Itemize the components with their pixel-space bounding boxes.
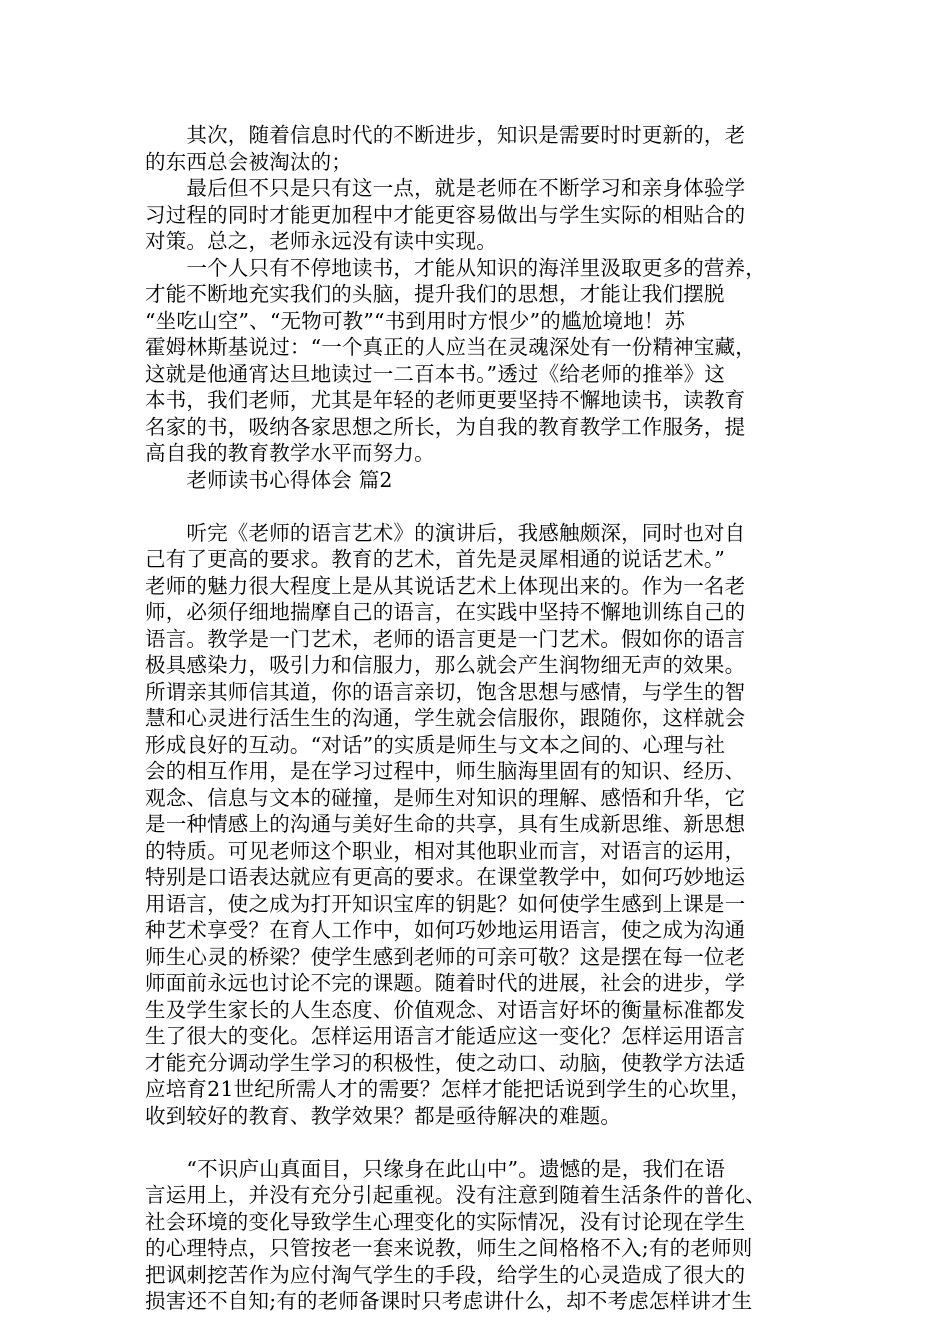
paragraph-1 [145,122,817,175]
text-line: 高自我的教育教学水平而努力。 [145,441,435,465]
section-heading [145,467,817,494]
text-line: 的东西总会被淘汰的； [145,149,352,174]
blank-line [145,493,817,520]
text-line: “不识庐山真面目，只缘身在此山中”。遗憾的是，我们在语 [145,1156,726,1181]
text-line: 霍姆林斯基说过：“一个真正的人应当在灵魂深处有一份精神宝藏， [145,335,756,359]
text-line: 名家的书，吸纳各家思想之所长，为自我的教育教学工作服务，提 [145,414,746,439]
text-line: 所谓亲其师信其道，你的语言亲切，饱含思想与感情，与学生的智 [145,679,746,704]
paragraph-4 [145,520,817,1156]
paragraph-3 [145,255,817,467]
text-line: 语言。教学是一门艺术，老师的语言更是一门艺术。假如你的语言 [145,626,746,651]
text-line: 一个人只有不停地读书，才能从知识的海洋里汲取更多的营养， [145,255,766,280]
text-line: 习过程的同时才能更加程中才能更容易做出与学生实际的相贴合的 [145,202,746,227]
text-line: 己有了更高的要求。教育的艺术，首先是灵犀相通的说话艺术。” [145,547,726,571]
text-line: 师面前永远也讨论不完的课题。随着时代的进展，社会的进步，学 [145,971,746,995]
text-line: 形成良好的互动。“对话”的实质是师生与文本之间的、心理与社 [145,732,726,757]
text-line: 观念、信息与文本的碰撞，是师生对知识的理解、感悟和升华，它 [145,785,746,810]
paragraph-2 [145,175,817,255]
text-line: 其次，随着信息时代的不断进步，知识是需要时时更新的，老 [145,123,746,147]
text-line: 收到较好的教育、教学效果？都是亟待解决的难题。 [145,1103,622,1128]
text-line: 把讽刺挖苦作为应付淘气学生的手段，给学生的心灵造成了很大的 [145,1262,746,1287]
text-line: 才能不断地充实我们的头脑，提升我们的思想，才能让我们摆脱 [145,282,725,306]
paragraph-5 [145,1156,817,1315]
text-line: 最后但不只是只有这一点，就是老师在不断学习和亲身体验学 [145,176,746,200]
text-line: 极具感染力，吸引力和信服力，那么就会产生润物细无声的效果。 [145,653,746,677]
text-line: 特别是口语表达就应有更高的要求。在课堂教学中，如何巧妙地运 [145,865,746,889]
text-line: 的心理特点，只管按老一套来说教，师生之间格格不入;有的老师则 [145,1236,753,1260]
text-line: 生了很大的变化。怎样运用语言才能适应这一变化？怎样运用语言 [145,1024,746,1048]
text-line: 生及学生家长的人生态度、价值观念、对语言好坏的衡量标准都发 [145,997,746,1022]
text-line: 慧和心灵进行活生生的沟通，学生就会信服你，跟随你，这样就会 [145,706,746,730]
text-line: 损害还不自知;有的老师备课时只考虑讲什么，却不考虑怎样讲才生 [145,1289,753,1313]
text-line: 种艺术享受？在育人工作中，如何巧妙地运用语言，使之成为沟通 [145,918,746,942]
text-line: 才能充分调动学生学习的积极性，使之动口、动脑，使教学方法适 [145,1050,746,1075]
text-line: 对策。总之，老师永远没有读中实现。 [145,229,497,253]
text-line: 老师的魅力很大程度上是从其说话艺术上体现出来的。作为一名老 [145,573,746,598]
text-line: 用语言，使之成为打开知识宝库的钥匙？如何使学生感到上课是一 [145,891,746,916]
text-line: 社会环境的变化导致学生心理变化的实际情况，没有讨论现在学生 [145,1209,746,1234]
text-line: “坐吃山空”、“无物可教”“书到用时方恨少”的尴尬境地！苏 [145,308,686,333]
text-line: 言运用上，并没有充分引起重视。没有注意到随着生活条件的普化、 [145,1183,766,1207]
text-line: 的特质。可见老师这个职业，相对其他职业而言，对语言的运用， [145,838,746,863]
text-line: 师，必须仔细地揣摩自己的语言，在实践中坚持不懈地训练自己的 [145,600,746,624]
text-line: 这就是他通宵达旦地读过一二百本书。”透过《给老师的推举》这 [145,361,726,386]
text-line: 师生心灵的桥梁？使学生感到老师的可亲可敬？这是摆在每一位老 [145,944,746,969]
text-line: 会的相互作用，是在学习过程中，师生脑海里固有的知识、经历、 [145,759,746,783]
text-line: 本书，我们老师，尤其是年轻的老师更要坚持不懈地读书，读教育 [145,388,746,412]
text-line [145,1129,817,1156]
document-body [145,122,817,1315]
heading-line: 老师读书心得体会 篇2 [145,467,393,492]
text-line: 是一种情感上的沟通与美好生命的共享，具有生成新思维、新思想 [145,812,746,836]
text-line: 听完《老师的语言艺术》的演讲后，我感触颇深，同时也对自 [145,520,746,545]
text-line: 应培育21世纪所需人才的需要？怎样才能把话说到学生的心坎里， [145,1077,752,1101]
